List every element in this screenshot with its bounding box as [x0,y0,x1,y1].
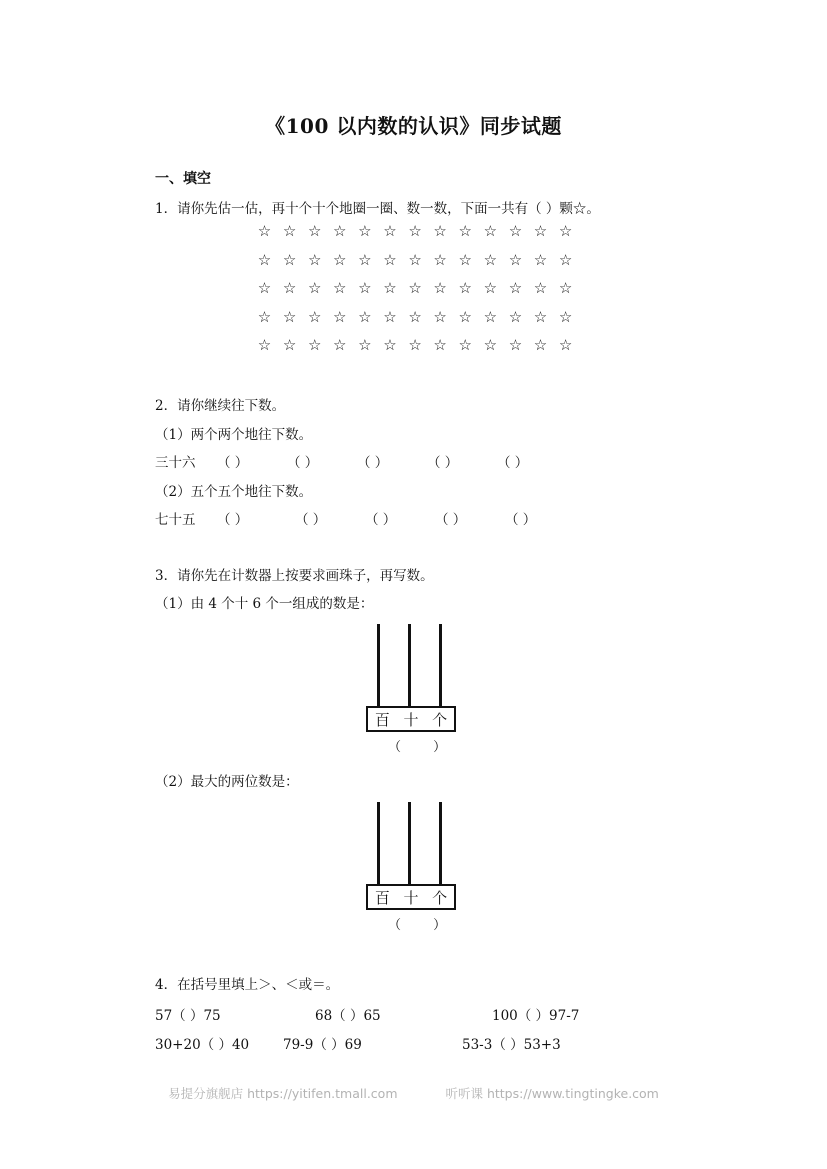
compare-item[interactable]: 53-3（ ）53+3 [462,1037,561,1053]
star-icon: ☆ [282,279,297,297]
blank-slot[interactable]: （ ） [287,455,319,471]
page-title: 《100 以内数的认识》同步试题 [265,114,562,138]
abacus-place-labels [366,884,456,910]
blank-slot[interactable]: （ ） [505,512,537,528]
abacus-rod-tens[interactable] [408,624,411,706]
star-icon: ☆ [358,279,372,297]
star-icon: ☆ [533,279,548,297]
star-icon: ☆ [257,307,272,326]
star-icon: ☆ [383,336,397,354]
place-label-hundreds: 百 [374,888,390,907]
question-2-sub2-label: （2）五个五个地往下数。 [155,484,313,500]
star-icon: ☆ [558,307,573,326]
abacus-rod-tens[interactable] [408,802,411,884]
star-icon: ☆ [383,222,397,240]
star-row [255,335,575,364]
star-icon: ☆ [408,307,422,326]
star-icon: ☆ [257,279,272,297]
abacus-2-answer-blank[interactable]: （ ） [388,918,461,933]
blank-slot[interactable]: （ ） [365,512,397,528]
place-label-hundreds: 百 [374,710,390,729]
question-2-sub1-label: （1）两个两个地往下数。 [155,427,313,443]
star-icon: ☆ [433,222,447,240]
footer-right-link[interactable]: 听听课 https://www.tingtingke.com [445,1086,659,1101]
star-icon: ☆ [257,250,272,269]
question-3-text: 3．请你先在计数器上按要求画珠子，再写数。 [155,568,434,584]
star-icon: ☆ [533,222,548,240]
compare-item[interactable]: 100（ ）97-7 [492,1008,580,1024]
blank-slot[interactable]: （ ） [357,455,389,471]
compare-item[interactable]: 30+20（ ）40 [155,1037,250,1053]
blank-slot[interactable]: （ ） [427,455,459,471]
star-icon: ☆ [508,222,523,240]
star-icon: ☆ [333,336,347,354]
star-icon: ☆ [333,279,347,297]
star-icon: ☆ [458,250,472,269]
place-label-tens: 十 [403,888,419,907]
star-icon: ☆ [358,222,372,240]
star-row [255,250,575,279]
star-row [255,278,575,307]
abacus-rod-hundreds[interactable] [377,624,380,706]
abacus-rod-hundreds[interactable] [377,802,380,884]
star-icon: ☆ [508,250,523,269]
star-icon: ☆ [483,250,498,269]
place-label-tens: 十 [403,710,419,729]
star-icon: ☆ [533,307,548,326]
star-icon: ☆ [458,279,472,297]
question-3-sub2-label: （2）最大的两位数是： [155,774,299,790]
star-icon: ☆ [483,307,498,326]
star-icon: ☆ [433,250,447,269]
place-label-ones: 个 [432,888,448,907]
star-icon: ☆ [483,336,498,354]
sequence-start: 七十五 [155,512,196,528]
star-icon: ☆ [533,336,548,354]
blank-slot[interactable]: （ ） [497,455,529,471]
star-row [255,307,575,336]
star-icon: ☆ [408,279,422,297]
question-1-text: 1．请你先估一估，再十个十个地圈一圈、数一数，下面一共有（ ）颗☆。 [155,201,600,217]
place-label-ones: 个 [432,710,448,729]
star-icon: ☆ [433,336,447,354]
star-icon: ☆ [558,250,573,269]
abacus-2[interactable] [366,802,461,933]
star-row [255,221,575,250]
star-icon: ☆ [508,307,523,326]
star-icon: ☆ [358,250,372,269]
star-icon: ☆ [358,307,372,326]
footer-watermark [0,1084,827,1102]
star-icon: ☆ [358,336,372,354]
star-icon: ☆ [282,307,297,326]
blank-slot[interactable]: （ ） [295,512,327,528]
star-icon: ☆ [508,279,523,297]
star-icon: ☆ [333,250,347,269]
star-icon: ☆ [408,250,422,269]
star-icon: ☆ [483,279,498,297]
star-icon: ☆ [458,222,472,240]
star-icon: ☆ [307,336,322,354]
star-icon: ☆ [282,250,297,269]
blank-slot[interactable]: （ ） [217,512,249,528]
blank-slot[interactable]: （ ） [435,512,467,528]
star-icon: ☆ [333,222,347,240]
star-icon: ☆ [307,250,322,269]
compare-item[interactable]: 57（ ）75 [155,1008,221,1024]
star-icon: ☆ [307,222,322,240]
star-icon: ☆ [383,250,397,269]
star-icon: ☆ [458,307,472,326]
star-icon: ☆ [383,307,397,326]
abacus-rod-ones[interactable] [439,624,442,706]
abacus-place-labels [366,706,456,732]
star-icon: ☆ [483,222,498,240]
star-icon: ☆ [533,250,548,269]
abacus-rod-ones[interactable] [439,802,442,884]
star-icon: ☆ [408,222,422,240]
footer-left-link[interactable]: 易提分旗舰店 https://yitifen.tmall.com [168,1086,398,1101]
sequence-start: 三十六 [155,455,196,471]
compare-item[interactable]: 68（ ）65 [315,1008,381,1024]
star-icon: ☆ [257,336,272,354]
star-icon: ☆ [408,336,422,354]
abacus-1-answer-blank[interactable]: （ ） [388,740,461,755]
abacus-1[interactable] [366,624,461,755]
section-heading-fill-blank: 一、填空 [155,171,211,187]
star-icon: ☆ [508,336,523,354]
star-icon: ☆ [433,307,447,326]
star-icon: ☆ [257,222,272,240]
question-3-sub1-label: （1）由 4 个十 6 个一组成的数是： [155,596,374,612]
star-icon: ☆ [282,336,297,354]
star-icon: ☆ [282,222,297,240]
question-2-text: 2．请你继续往下数。 [155,398,286,414]
star-icon: ☆ [383,279,397,297]
question-4-text: 4．在括号里填上＞、＜或＝。 [155,977,340,993]
star-icon: ☆ [458,336,472,354]
star-grid [255,221,575,364]
star-icon: ☆ [558,222,573,240]
star-icon: ☆ [333,307,347,326]
compare-item[interactable]: 79-9（ ）69 [283,1037,362,1053]
star-icon: ☆ [433,279,447,297]
blank-slot[interactable]: （ ） [217,455,249,471]
star-icon: ☆ [558,279,573,297]
question-2-sub1-sequence [155,451,567,471]
star-icon: ☆ [307,307,322,326]
star-icon: ☆ [558,336,573,354]
question-2-sub2-sequence [155,508,575,528]
star-icon: ☆ [307,279,322,297]
